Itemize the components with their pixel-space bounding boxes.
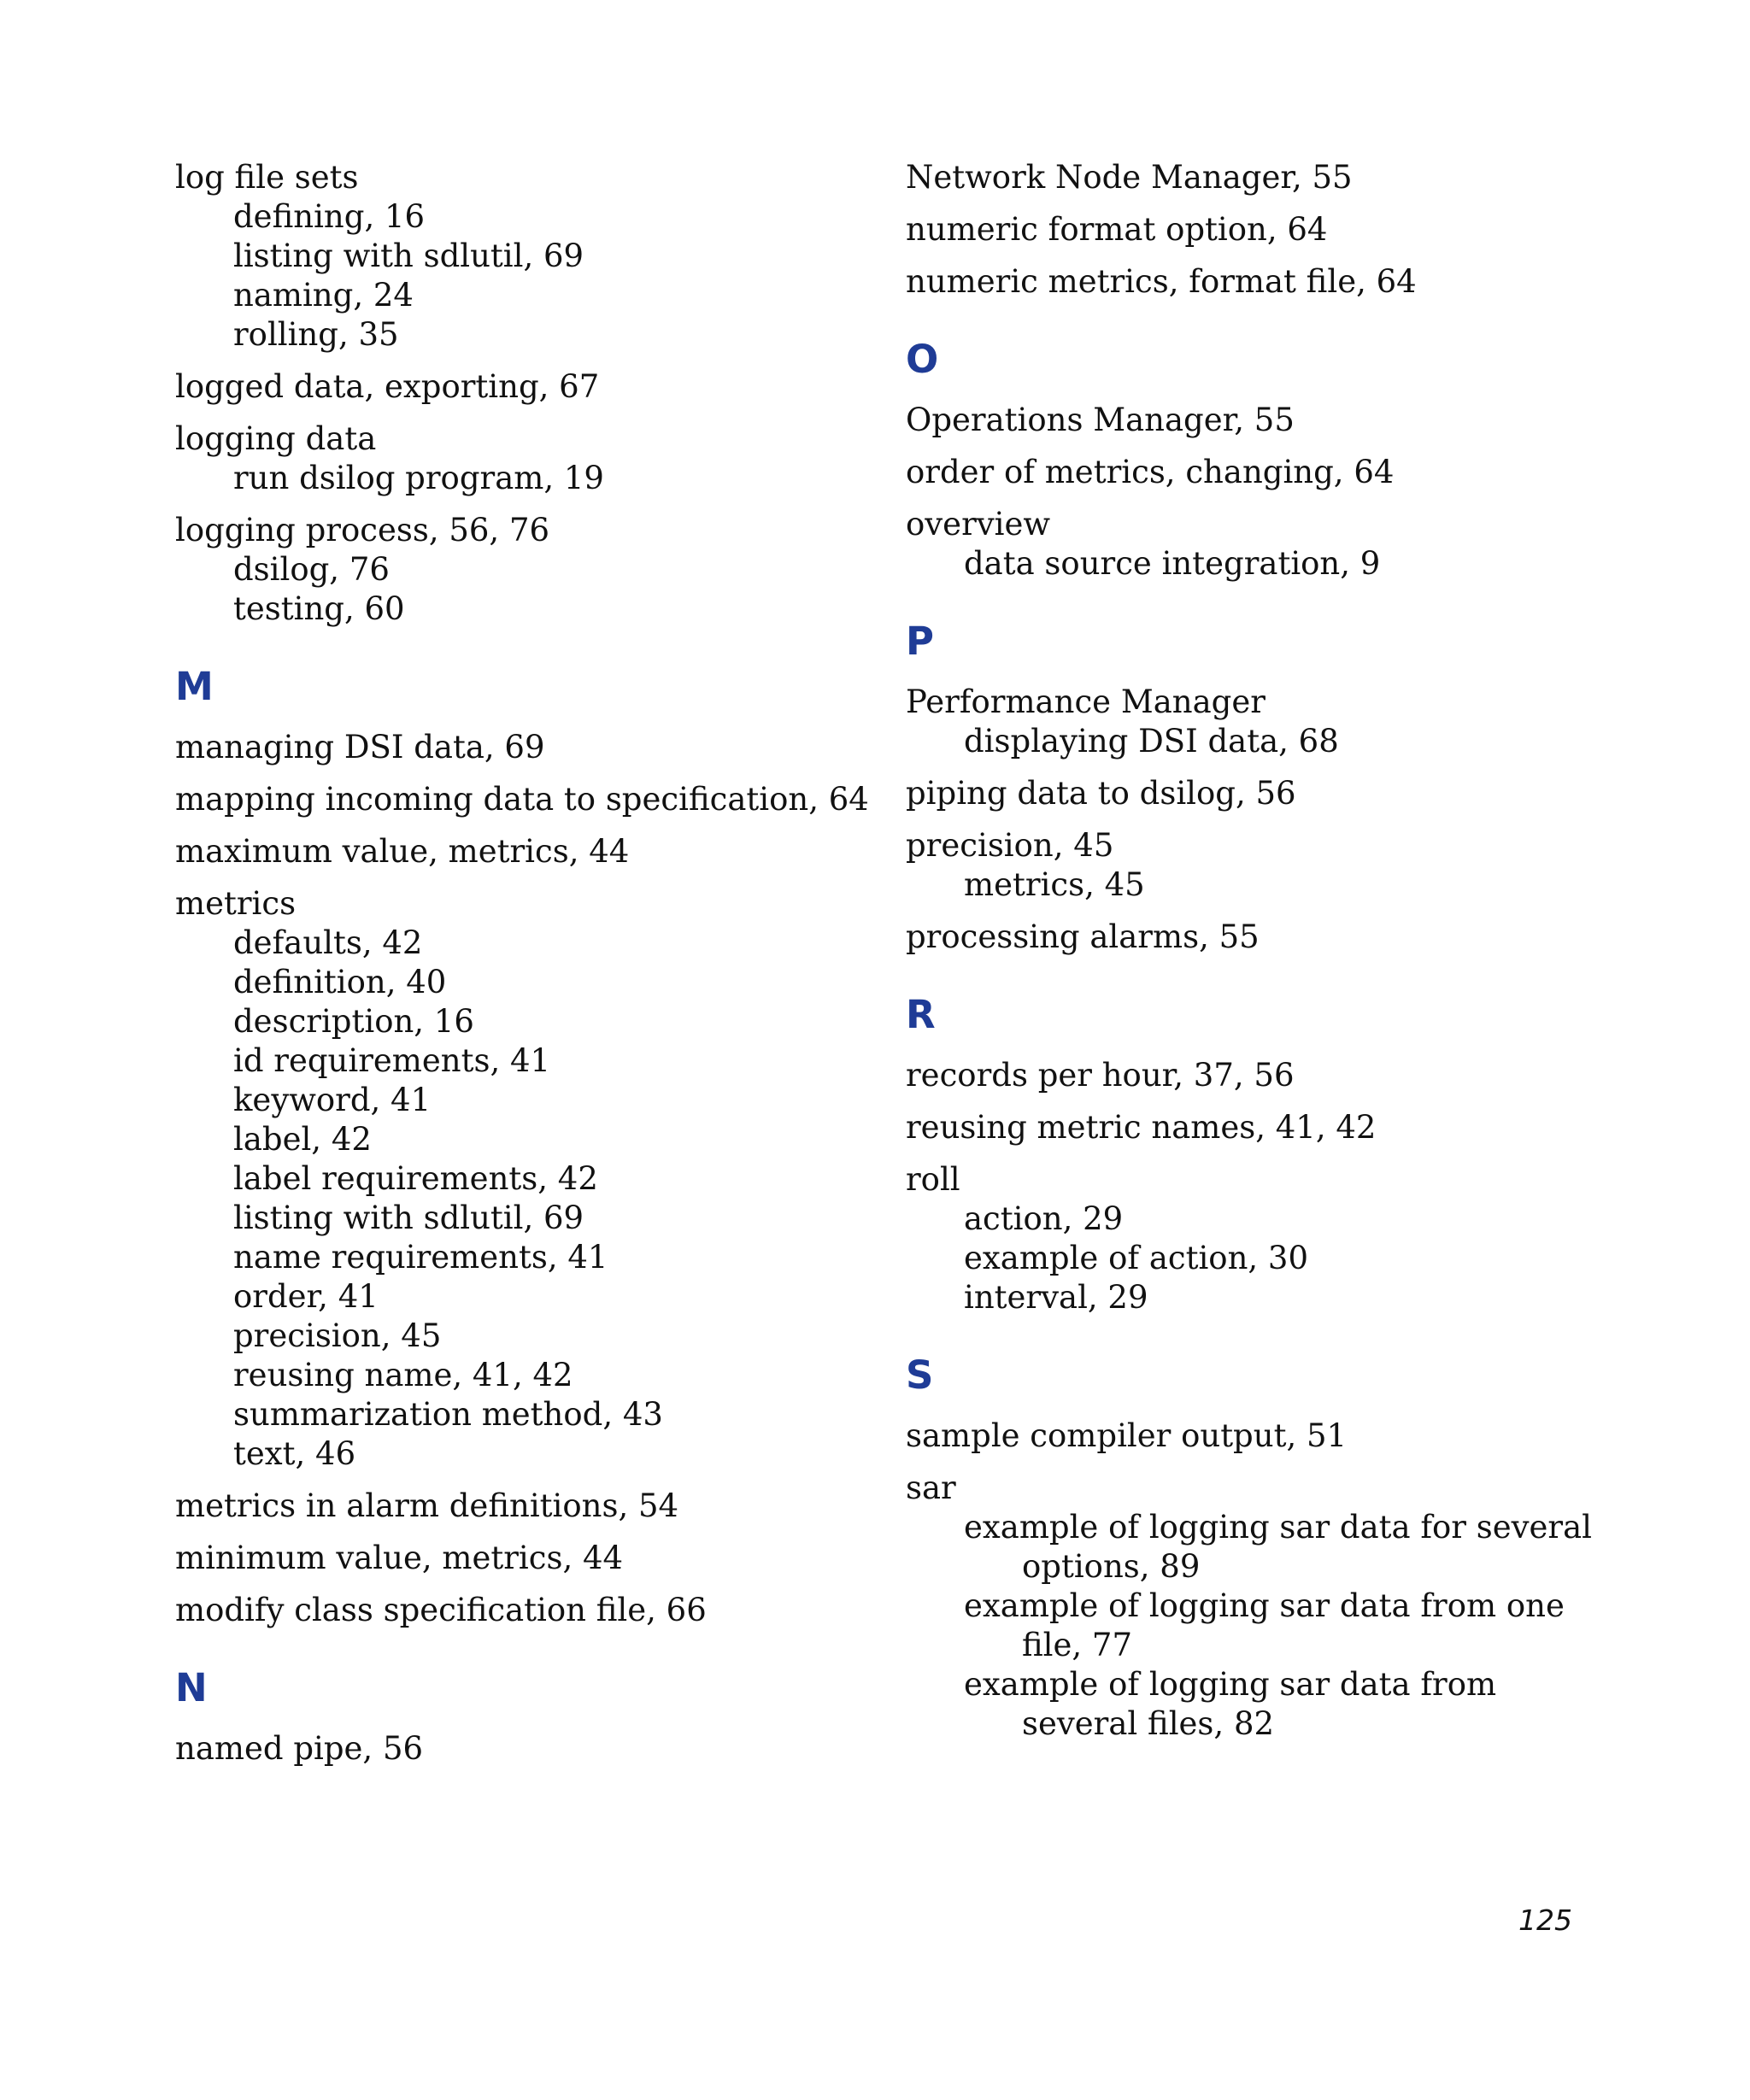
- index-letter-heading-s: S: [906, 1352, 934, 1398]
- index-entry: [175, 511, 842, 629]
- index-subentry: keyword, 41: [233, 1082, 432, 1118]
- index-subentry: name requirements, 41: [233, 1239, 608, 1276]
- index-subentry: summarization method, 43: [233, 1396, 663, 1433]
- index-subentry: defining, 16: [233, 198, 426, 235]
- index-entry-term: managing DSI data, 69: [175, 729, 545, 766]
- index-entry: [906, 1417, 1572, 1456]
- index-subentry: reusing name, 41, 42: [233, 1357, 573, 1393]
- index-subentry: example of action, 30: [964, 1240, 1309, 1276]
- index-entry-term: metrics: [175, 885, 297, 922]
- index-entry: [175, 419, 842, 498]
- index-subentry: listing with sdlutil, 69: [233, 1200, 584, 1236]
- index-entry-term: Operations Manager, 55: [906, 402, 1295, 438]
- index-letter-heading-m: M: [175, 664, 214, 709]
- index-entry-term: order of metrics, changing, 64: [906, 454, 1395, 490]
- index-entry: [906, 401, 1572, 440]
- index-entry-term: precision, 45: [906, 827, 1114, 864]
- index-subentry: order, 41: [233, 1278, 379, 1315]
- index-entry: [175, 158, 842, 355]
- index-subentry: label requirements, 42: [233, 1160, 598, 1197]
- index-subentry: data source integration, 9: [964, 545, 1381, 582]
- index-entry-term: sar: [906, 1469, 956, 1506]
- index-entry-term: overview: [906, 506, 1051, 543]
- index-subentry: example of logging sar data from several files, 82: [964, 1666, 1497, 1742]
- index-letter-heading-o: O: [906, 337, 939, 382]
- index-subentry: naming, 24: [233, 277, 414, 314]
- index-entry-term: piping data to dsilog, 56: [906, 775, 1296, 812]
- index-entry-term: Performance Manager: [906, 683, 1266, 720]
- index-subentry: metrics, 45: [964, 866, 1145, 903]
- index-entry-term: processing alarms, 55: [906, 918, 1260, 955]
- index-subentry: definition, 40: [233, 964, 447, 1000]
- index-entry: [175, 780, 869, 819]
- index-entry-term: log file sets: [175, 159, 359, 196]
- index-subentry: interval, 29: [964, 1279, 1148, 1316]
- index-left-column: [175, 158, 869, 1781]
- index-entry-term: roll: [906, 1161, 960, 1198]
- index-subentry: action, 29: [964, 1200, 1124, 1237]
- index-entry-term: numeric format option, 64: [906, 211, 1328, 248]
- index-entry-term: Network Node Manager, 55: [906, 159, 1353, 196]
- index-subentry: example of logging sar data for several options, 89: [964, 1509, 1593, 1585]
- index-entry-term: records per hour, 37, 56: [906, 1057, 1295, 1094]
- index-entry: [906, 505, 1572, 584]
- index-entry: [175, 728, 842, 767]
- index-subentry: defaults, 42: [233, 924, 423, 961]
- index-subentry: run dsilog program, 19: [233, 460, 604, 496]
- page-number: 125: [1518, 1903, 1572, 1937]
- index-subentry: testing, 60: [233, 590, 405, 627]
- index-subentry: displaying DSI data, 68: [964, 723, 1339, 760]
- index-subentry: rolling, 35: [233, 316, 399, 353]
- index-entry: [175, 367, 842, 407]
- index-entry: [175, 1539, 842, 1578]
- index-subentry: label, 42: [233, 1121, 372, 1158]
- index-subentry: description, 16: [233, 1003, 474, 1040]
- index-subentry: example of logging sar data from one file, 77: [964, 1587, 1565, 1663]
- index-entry: [175, 1487, 842, 1526]
- index-entry-term: logging data: [175, 420, 377, 457]
- index-entry-term: metrics in alarm definitions, 54: [175, 1487, 679, 1524]
- index-entry: [906, 210, 1572, 249]
- index-subentry: precision, 45: [233, 1317, 442, 1354]
- index-entry: [906, 1160, 1572, 1317]
- index-entry: [906, 453, 1572, 492]
- index-letter-heading-p: P: [906, 619, 934, 664]
- index-entry: [906, 683, 1572, 761]
- index-entry-term: mapping incoming data to specification, 64: [175, 781, 869, 818]
- index-subentry: text, 46: [233, 1435, 356, 1472]
- index-entry: [906, 1056, 1572, 1095]
- index-entry-term: logging process, 56, 76: [175, 512, 550, 548]
- index-right-column: [906, 158, 1593, 1757]
- index-entry-term: maximum value, metrics, 44: [175, 833, 630, 870]
- index-entry-term: numeric metrics, format file, 64: [906, 263, 1417, 300]
- index-entry: [175, 1729, 842, 1769]
- index-entry: [906, 1469, 1593, 1744]
- index-entry: [175, 884, 842, 1474]
- index-letter-heading-n: N: [175, 1665, 208, 1710]
- index-entry: [906, 262, 1572, 302]
- index-entry: [906, 1108, 1572, 1147]
- index-entry-term: minimum value, metrics, 44: [175, 1540, 624, 1576]
- index-entry: [175, 1591, 842, 1630]
- index-entry-term: named pipe, 56: [175, 1730, 424, 1767]
- index-subentry: id requirements, 41: [233, 1042, 551, 1079]
- index-entry: [906, 826, 1572, 905]
- index-subentry: dsilog, 76: [233, 551, 390, 588]
- index-entry: [906, 918, 1572, 957]
- index-entry-term: sample compiler output, 51: [906, 1417, 1348, 1454]
- index-letter-heading-r: R: [906, 992, 936, 1037]
- index-subentry: listing with sdlutil, 69: [233, 238, 584, 274]
- index-entry-term: reusing metric names, 41, 42: [906, 1109, 1377, 1146]
- index-entry-term: logged data, exporting, 67: [175, 368, 600, 405]
- index-entry: [175, 832, 842, 871]
- index-entry: [906, 158, 1572, 197]
- index-entry: [906, 774, 1572, 813]
- index-entry-term: modify class specification file, 66: [175, 1592, 707, 1628]
